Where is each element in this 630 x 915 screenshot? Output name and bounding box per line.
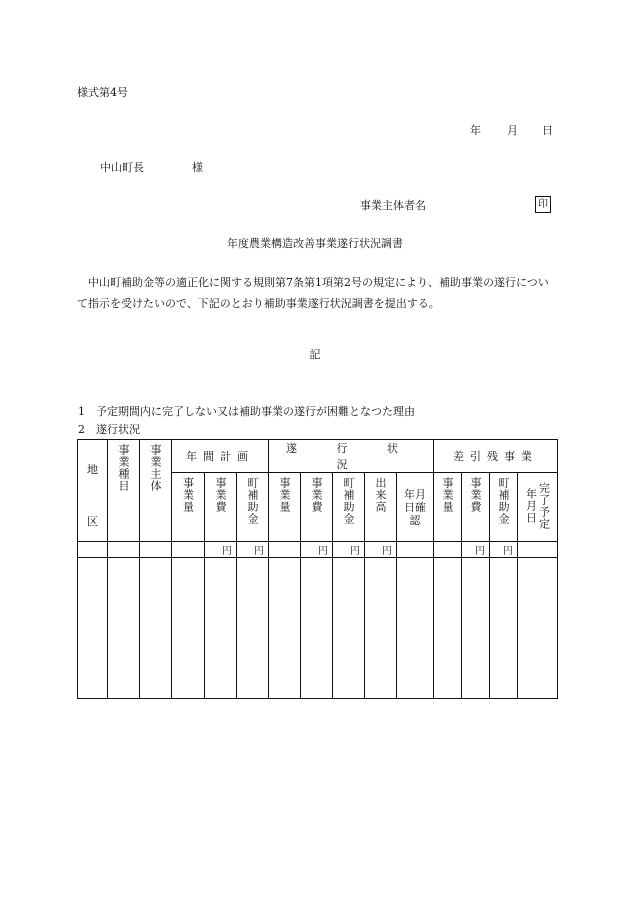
document-title: 年度農業構造改善事業遂行状況調書 — [227, 237, 403, 250]
header-progress-subsidy — [333, 473, 365, 542]
date-year: 年 — [470, 124, 481, 137]
cell-annual-cost: 円 — [205, 542, 237, 558]
cell-type — [108, 542, 140, 558]
header-progress-volume — [269, 473, 301, 542]
data-cell — [518, 558, 558, 699]
item-number: 2 — [78, 423, 85, 436]
status-table — [77, 439, 558, 699]
cell-progress-completion: 円 — [365, 542, 397, 558]
data-cell — [365, 558, 397, 699]
header-remain-volume — [434, 473, 462, 542]
data-cell — [490, 558, 518, 699]
applicant-label: 事業主体者名 — [360, 199, 426, 212]
header-annual-volume — [172, 473, 205, 542]
data-cell — [237, 558, 269, 699]
header-remain-subsidy — [490, 473, 518, 542]
header-annual-subsidy — [237, 473, 269, 542]
cell-remain-subsidy: 円 — [490, 542, 518, 558]
data-cell — [333, 558, 365, 699]
data-cell — [78, 558, 108, 699]
addressee — [100, 161, 203, 175]
item-status — [78, 423, 140, 437]
data-cell — [434, 558, 462, 699]
header-entity — [140, 440, 172, 542]
header-annual-cost — [205, 473, 237, 542]
cell-progress-cost: 円 — [301, 542, 333, 558]
data-cell — [205, 558, 237, 699]
header-progress-completion-label: 出来高 — [374, 477, 387, 513]
data-cell — [301, 558, 333, 699]
header-progress-cost — [301, 473, 333, 542]
header-progress-cost-label: 事業費 — [310, 477, 323, 513]
date-month: 月 — [507, 124, 518, 137]
date-line — [470, 124, 553, 138]
data-cell — [108, 558, 140, 699]
header-progress-completion — [365, 473, 397, 542]
cell-entity — [140, 542, 172, 558]
header-type — [108, 440, 140, 542]
date-day: 日 — [542, 124, 553, 137]
header-annual-cost-label: 事業費 — [214, 477, 227, 513]
header-type-label: 事業種目 — [117, 444, 130, 492]
addressee-name: 中山町長 — [100, 161, 144, 174]
header-annual-volume-label: 事業量 — [181, 477, 195, 513]
cell-planned-completion-date — [518, 542, 558, 558]
header-progress-volume-label: 事業量 — [278, 477, 291, 513]
header-remaining: 差引残事業 — [434, 440, 558, 473]
body-paragraph: 中山町補助金等の適正化に関する規則第7条第1項第2号の規定により、補助事業の遂行について指示を受けたいので、下記のとおり補助事業遂行状況調書を提出する。 — [77, 276, 549, 310]
item-text: 遂行状況 — [96, 423, 140, 436]
item-reason — [78, 405, 415, 419]
header-remain-cost-label: 事業費 — [469, 477, 483, 513]
addressee-honorific: 様 — [192, 161, 203, 174]
header-entity-label: 事業主体 — [149, 444, 162, 492]
header-district-label: 地区 — [87, 463, 98, 528]
header-progress-subsidy-label: 町補助金 — [342, 477, 355, 525]
header-annual-subsidy-label: 町補助金 — [246, 477, 259, 525]
data-cell — [397, 558, 434, 699]
header-progress-confirm-date — [397, 473, 434, 542]
header-remain-volume-label: 事業量 — [441, 477, 455, 513]
cell-remain-volume — [434, 542, 462, 558]
cell-annual-subsidy: 円 — [237, 542, 269, 558]
data-cell — [269, 558, 301, 699]
cell-annual-volume — [172, 542, 205, 558]
cell-progress-subsidy: 円 — [333, 542, 365, 558]
header-remain-subsidy-label: 町補助金 — [497, 477, 511, 525]
header-annual-plan: 年間計画 — [172, 440, 269, 473]
ki-heading: 記 — [309, 348, 321, 361]
item-text: 予定期間内に完了しない又は補助事業の遂行が困難となつた理由 — [96, 405, 415, 418]
seal-mark: 印 — [535, 196, 551, 213]
header-remain-cost — [462, 473, 490, 542]
header-progress: 遂 行 状 況 — [269, 440, 434, 473]
cell-remain-cost: 円 — [462, 542, 490, 558]
cell-progress-confirm-date — [397, 542, 434, 558]
header-planned-completion-date — [518, 473, 558, 542]
header-progress-confirm-date-label: 年月日確認 — [404, 487, 426, 527]
item-number: 1 — [78, 405, 85, 418]
cell-progress-volume — [269, 542, 301, 558]
data-cell — [172, 558, 205, 699]
header-district — [78, 440, 108, 542]
data-cell — [462, 558, 490, 699]
form-number: 様式第4号 — [77, 86, 128, 99]
data-cell — [140, 558, 172, 699]
header-planned-completion-date-label: 完了予定年月日 — [524, 482, 551, 530]
